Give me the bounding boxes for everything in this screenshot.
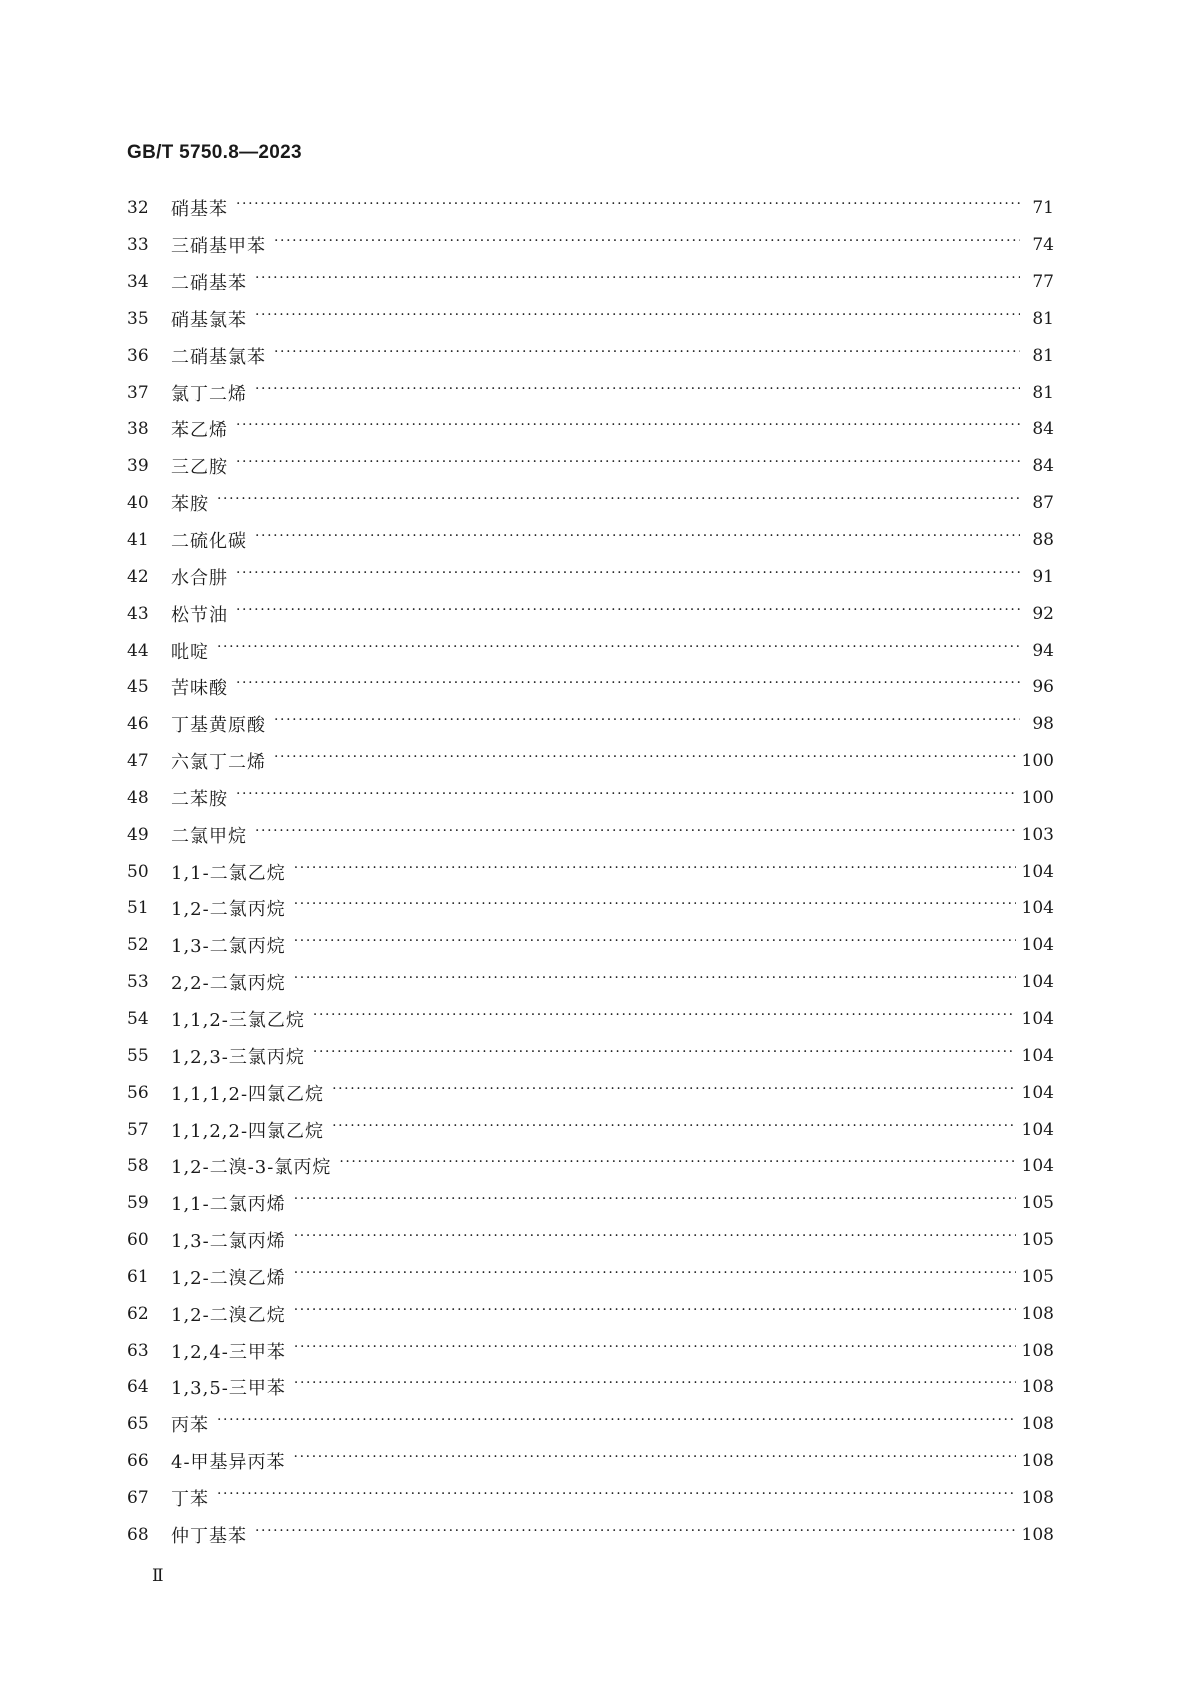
toc-entry-title[interactable]: 丁苯 xyxy=(171,1488,209,1510)
toc-entry-title[interactable]: 1,1,2-三氯乙烷 xyxy=(171,1009,305,1031)
toc-entry-title[interactable]: 氯丁二烯 xyxy=(171,383,247,405)
toc-entry-number: 48 xyxy=(127,787,149,808)
toc-dot-leader xyxy=(236,789,1016,807)
toc-entry-page: 108 xyxy=(1021,1303,1054,1324)
toc-entry-title[interactable]: 1,1,2,2-四氯乙烷 xyxy=(171,1120,325,1142)
toc-entry-page: 88 xyxy=(1032,530,1054,551)
toc-entry-title[interactable]: 1,2-二溴乙烯 xyxy=(171,1267,286,1289)
toc-entry-number: 44 xyxy=(127,640,149,661)
toc-entry[interactable] xyxy=(127,1295,1054,1332)
toc-entry-title[interactable]: 1,2,4-三甲苯 xyxy=(171,1341,286,1363)
toc-dot-leader xyxy=(294,1268,1016,1286)
toc-dot-leader xyxy=(274,752,1016,770)
toc-entry[interactable] xyxy=(127,927,1054,964)
toc-dot-leader xyxy=(294,899,1016,917)
toc-dot-leader xyxy=(313,1047,1016,1065)
toc-entry-page: 104 xyxy=(1021,898,1054,919)
toc-entry-number: 53 xyxy=(127,972,149,993)
toc-entry-number: 52 xyxy=(127,935,149,956)
toc-entry-number: 65 xyxy=(127,1414,149,1435)
table-of-contents xyxy=(127,190,1054,1553)
toc-entry[interactable] xyxy=(127,669,1054,706)
toc-entry-title[interactable]: 苯乙烯 xyxy=(171,420,228,442)
toc-entry-page: 108 xyxy=(1021,1377,1054,1398)
toc-entry-number: 38 xyxy=(127,419,149,440)
toc-entry-page: 81 xyxy=(1032,308,1054,329)
toc-entry-page: 105 xyxy=(1021,1230,1054,1251)
toc-entry-page: 92 xyxy=(1032,603,1054,624)
toc-entry[interactable] xyxy=(127,1001,1054,1038)
toc-dot-leader xyxy=(294,1305,1016,1323)
toc-dot-leader xyxy=(236,678,1020,696)
toc-entry-number: 54 xyxy=(127,1008,149,1029)
toc-entry-page: 108 xyxy=(1021,1340,1054,1361)
toc-entry-title[interactable]: 仲丁基苯 xyxy=(171,1525,247,1547)
toc-entry-page: 103 xyxy=(1021,824,1054,845)
toc-entry-number: 47 xyxy=(127,751,149,772)
toc-entry[interactable] xyxy=(127,780,1054,817)
toc-entry-number: 49 xyxy=(127,824,149,845)
toc-entry-page: 104 xyxy=(1021,972,1054,993)
toc-entry-number: 62 xyxy=(127,1303,149,1324)
toc-entry-page: 104 xyxy=(1021,861,1054,882)
toc-dot-leader xyxy=(294,1231,1016,1249)
toc-dot-leader xyxy=(236,199,1020,217)
toc-entry-number: 59 xyxy=(127,1193,149,1214)
toc-dot-leader xyxy=(294,1342,1016,1360)
toc-entry-title[interactable]: 苦味酸 xyxy=(171,678,228,700)
toc-entry-number: 50 xyxy=(127,861,149,882)
toc-entry-page: 71 xyxy=(1032,198,1054,219)
toc-dot-leader xyxy=(217,1415,1016,1433)
toc-entry-title[interactable]: 水合肼 xyxy=(171,567,228,589)
toc-entry-number: 68 xyxy=(127,1524,149,1545)
toc-entry[interactable] xyxy=(127,853,1054,890)
toc-entry-title[interactable]: 1,3,5-三甲苯 xyxy=(171,1378,286,1400)
toc-entry-number: 42 xyxy=(127,566,149,587)
toc-entry-title[interactable]: 1,1-二氯乙烷 xyxy=(171,862,286,884)
toc-entry[interactable] xyxy=(127,1443,1054,1480)
toc-entry-title[interactable]: 1,2-二氯丙烷 xyxy=(171,899,286,921)
toc-entry[interactable] xyxy=(127,1074,1054,1111)
toc-entry[interactable] xyxy=(127,1480,1054,1517)
toc-entry[interactable] xyxy=(127,706,1054,743)
toc-entry[interactable] xyxy=(127,227,1054,264)
toc-entry-title[interactable]: 二苯胺 xyxy=(171,788,228,810)
toc-entry-number: 63 xyxy=(127,1340,149,1361)
toc-entry[interactable] xyxy=(127,522,1054,559)
toc-entry-page: 84 xyxy=(1032,419,1054,440)
toc-entry-number: 66 xyxy=(127,1451,149,1472)
toc-entry-title[interactable]: 硝基苯 xyxy=(171,199,228,221)
toc-entry-number: 34 xyxy=(127,272,149,293)
toc-entry-title[interactable]: 1,2,3-三氯丙烷 xyxy=(171,1046,305,1068)
toc-entry-page: 98 xyxy=(1032,714,1054,735)
toc-dot-leader xyxy=(236,420,1020,438)
toc-entry-page: 77 xyxy=(1032,272,1054,293)
toc-dot-leader xyxy=(255,310,1020,328)
toc-entry[interactable] xyxy=(127,411,1054,448)
toc-entry-number: 58 xyxy=(127,1156,149,1177)
toc-entry-page: 104 xyxy=(1021,1045,1054,1066)
toc-entry-title[interactable]: 松节油 xyxy=(171,604,228,626)
toc-entry[interactable] xyxy=(127,448,1054,485)
toc-entry-page: 74 xyxy=(1032,235,1054,256)
toc-entry[interactable] xyxy=(127,301,1054,338)
toc-entry-title[interactable]: 1,3-二氯丙烯 xyxy=(171,1231,286,1253)
toc-dot-leader xyxy=(274,715,1020,733)
toc-entry-page: 94 xyxy=(1032,640,1054,661)
toc-entry-title[interactable]: 丁基黄原酸 xyxy=(171,715,266,737)
toc-entry-number: 36 xyxy=(127,345,149,366)
toc-entry-number: 57 xyxy=(127,1119,149,1140)
toc-dot-leader xyxy=(236,457,1020,475)
toc-entry-title[interactable]: 4-甲基异丙苯 xyxy=(171,1452,286,1474)
page-number: Ⅱ xyxy=(152,1566,164,1586)
toc-entry-number: 56 xyxy=(127,1082,149,1103)
toc-entry-number: 64 xyxy=(127,1377,149,1398)
toc-entry-title[interactable]: 1,2-二溴-3-氯丙烷 xyxy=(171,1157,332,1179)
toc-dot-leader xyxy=(274,236,1020,254)
toc-entry[interactable] xyxy=(127,816,1054,853)
toc-dot-leader xyxy=(294,1378,1016,1396)
toc-entry-page: 81 xyxy=(1032,345,1054,366)
toc-entry-number: 51 xyxy=(127,898,149,919)
toc-entry-title[interactable]: 丙苯 xyxy=(171,1415,209,1437)
toc-dot-leader xyxy=(217,494,1020,512)
toc-entry[interactable] xyxy=(127,558,1054,595)
toc-entry-title[interactable]: 六氯丁二烯 xyxy=(171,752,266,774)
toc-entry-title[interactable]: 1,1,1,2-四氯乙烷 xyxy=(171,1083,325,1105)
toc-entry[interactable] xyxy=(127,964,1054,1001)
toc-entry-title[interactable]: 三乙胺 xyxy=(171,457,228,479)
toc-entry[interactable] xyxy=(127,1222,1054,1259)
toc-entry[interactable] xyxy=(127,743,1054,780)
toc-entry-page: 104 xyxy=(1021,1156,1054,1177)
toc-entry-number: 37 xyxy=(127,382,149,403)
toc-entry-title[interactable]: 2,2-二氯丙烷 xyxy=(171,973,286,995)
toc-dot-leader xyxy=(236,568,1020,586)
toc-entry-number: 40 xyxy=(127,493,149,514)
toc-entry[interactable] xyxy=(127,1406,1054,1443)
toc-entry-page: 81 xyxy=(1032,382,1054,403)
toc-entry-page: 105 xyxy=(1021,1266,1054,1287)
document-code-header: GB/T 5750.8—2023 xyxy=(127,142,302,163)
toc-entry-title[interactable]: 吡啶 xyxy=(171,641,209,663)
toc-entry[interactable] xyxy=(127,632,1054,669)
toc-entry-page: 108 xyxy=(1021,1487,1054,1508)
toc-dot-leader xyxy=(274,347,1020,365)
toc-entry-number: 61 xyxy=(127,1266,149,1287)
toc-dot-leader xyxy=(217,642,1020,660)
toc-dot-leader xyxy=(332,1121,1015,1139)
toc-entry[interactable] xyxy=(127,1332,1054,1369)
toc-entry-page: 100 xyxy=(1021,751,1054,772)
toc-entry[interactable] xyxy=(127,1148,1054,1185)
toc-dot-leader xyxy=(255,273,1020,291)
toc-entry[interactable] xyxy=(127,374,1054,411)
toc-entry[interactable] xyxy=(127,264,1054,301)
toc-entry[interactable] xyxy=(127,190,1054,227)
toc-entry-number: 45 xyxy=(127,677,149,698)
toc-entry-number: 67 xyxy=(127,1487,149,1508)
toc-entry-number: 39 xyxy=(127,456,149,477)
toc-entry-page: 108 xyxy=(1021,1451,1054,1472)
toc-entry-title[interactable]: 二硝基氯苯 xyxy=(171,346,266,368)
toc-entry[interactable] xyxy=(127,1369,1054,1406)
toc-entry[interactable] xyxy=(127,890,1054,927)
toc-entry[interactable] xyxy=(127,1516,1054,1553)
toc-dot-leader xyxy=(294,1452,1016,1470)
toc-dot-leader xyxy=(255,384,1020,402)
toc-dot-leader xyxy=(294,863,1016,881)
toc-entry-number: 35 xyxy=(127,308,149,329)
toc-entry-page: 104 xyxy=(1021,1119,1054,1140)
toc-entry-page: 105 xyxy=(1021,1193,1054,1214)
toc-entry[interactable] xyxy=(127,1111,1054,1148)
toc-entry[interactable] xyxy=(127,595,1054,632)
toc-entry[interactable] xyxy=(127,1037,1054,1074)
toc-entry[interactable] xyxy=(127,1258,1054,1295)
toc-entry-title[interactable]: 1,1-二氯丙烯 xyxy=(171,1194,286,1216)
toc-dot-leader xyxy=(217,1489,1016,1507)
toc-entry[interactable] xyxy=(127,485,1054,522)
toc-entry-number: 33 xyxy=(127,235,149,256)
toc-dot-leader xyxy=(332,1084,1015,1102)
toc-entry-page: 96 xyxy=(1032,677,1054,698)
toc-entry[interactable] xyxy=(127,1185,1054,1222)
toc-dot-leader xyxy=(294,1194,1016,1212)
toc-entry-page: 87 xyxy=(1032,493,1054,514)
toc-entry-page: 104 xyxy=(1021,1082,1054,1103)
toc-entry[interactable] xyxy=(127,337,1054,374)
toc-entry-number: 60 xyxy=(127,1230,149,1251)
toc-entry-page: 104 xyxy=(1021,1008,1054,1029)
toc-dot-leader xyxy=(255,531,1020,549)
toc-entry-page: 104 xyxy=(1021,935,1054,956)
toc-entry-page: 84 xyxy=(1032,456,1054,477)
toc-dot-leader xyxy=(313,1010,1016,1028)
toc-entry-title[interactable]: 1,3-二氯丙烷 xyxy=(171,936,286,958)
toc-entry-number: 46 xyxy=(127,714,149,735)
toc-dot-leader xyxy=(294,973,1016,991)
toc-entry-number: 55 xyxy=(127,1045,149,1066)
toc-entry-number: 32 xyxy=(127,198,149,219)
toc-entry-title[interactable]: 苯胺 xyxy=(171,494,209,516)
toc-entry-title[interactable]: 二硫化碳 xyxy=(171,531,247,553)
toc-entry-page: 108 xyxy=(1021,1524,1054,1545)
toc-entry-page: 91 xyxy=(1032,566,1054,587)
toc-dot-leader xyxy=(236,605,1020,623)
toc-entry-page: 108 xyxy=(1021,1414,1054,1435)
toc-entry-number: 43 xyxy=(127,603,149,624)
toc-dot-leader xyxy=(339,1157,1015,1175)
toc-dot-leader xyxy=(255,826,1016,844)
toc-entry-page: 100 xyxy=(1021,787,1054,808)
toc-entry-number: 41 xyxy=(127,530,149,551)
toc-entry-title[interactable]: 二氯甲烷 xyxy=(171,825,247,847)
toc-dot-leader xyxy=(255,1526,1016,1544)
toc-dot-leader xyxy=(294,936,1016,954)
toc-entry-title[interactable]: 二硝基苯 xyxy=(171,273,247,295)
toc-entry-title[interactable]: 1,2-二溴乙烷 xyxy=(171,1304,286,1326)
toc-entry-title[interactable]: 三硝基甲苯 xyxy=(171,236,266,258)
toc-entry-title[interactable]: 硝基氯苯 xyxy=(171,309,247,331)
